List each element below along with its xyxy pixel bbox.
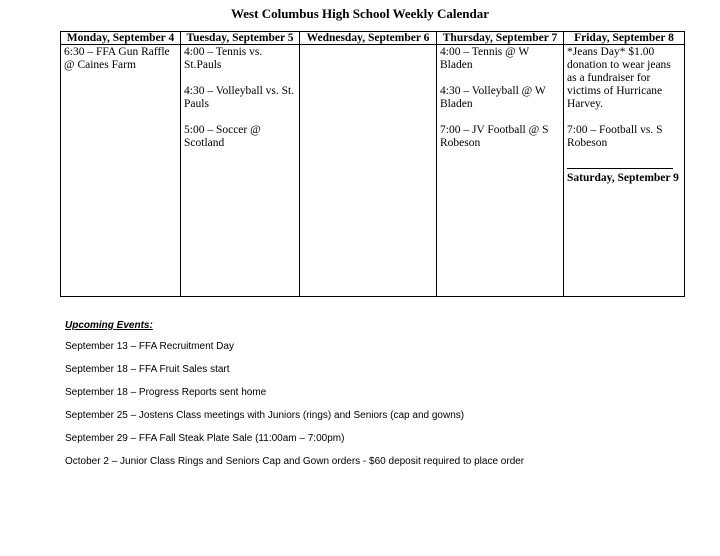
day-header-wednesday: Wednesday, September 6 — [300, 32, 437, 45]
calendar-event: 4:30 – Volleyball vs. St. Pauls — [184, 85, 295, 110]
day-header-monday: Monday, September 4 — [61, 32, 181, 45]
day-header-tuesday: Tuesday, September 5 — [181, 32, 300, 45]
calendar-event: 5:00 – Soccer @ Scotland — [184, 124, 261, 149]
day-header-thursday: Thursday, September 7 — [437, 32, 564, 45]
calendar-event: 4:30 – Volleyball @ W Bladen — [440, 85, 546, 110]
upcoming-event-item: September 29 – FFA Fall Steak Plate Sale (11:00am – 7:00pm) — [65, 433, 345, 444]
calendar-event: 7:00 – Football vs. S Robeson — [567, 124, 663, 149]
day-cell-tuesday — [181, 45, 300, 297]
calendar-event: 6:30 – FFA Gun Raffle @ Caines Farm — [64, 46, 170, 71]
upcoming-events-heading: Upcoming Events: — [65, 320, 153, 331]
calendar-event: 7:00 – JV Football @ S Robeson — [440, 124, 549, 149]
calendar-event: 4:00 – Tennis vs. St.Pauls — [184, 46, 263, 71]
upcoming-event-item: September 13 – FFA Recruitment Day — [65, 341, 234, 352]
day-cell-monday — [61, 45, 181, 297]
calendar-title: West Columbus High School Weekly Calendar — [231, 6, 489, 21]
day-cell-thursday — [437, 45, 564, 297]
upcoming-event-item: September 18 – Progress Reports sent home — [65, 387, 267, 398]
day-cell-friday — [564, 45, 685, 297]
weekly-calendar-table — [60, 31, 685, 297]
calendar-event: 4:00 – Tennis @ W Bladen — [440, 46, 530, 71]
calendar-body-row — [61, 45, 685, 297]
day-cell-wednesday — [300, 45, 437, 297]
calendar-event: *Jeans Day* $1.00 donation to wear jeans as a fundraiser for victims of Hurricane Harvey. — [567, 46, 671, 110]
calendar-header-row — [61, 32, 685, 45]
upcoming-event-item: October 2 – Junior Class Rings and Seniors Cap and Gown orders - $60 deposit required to place order — [65, 456, 525, 467]
day-header-saturday: Saturday, September 9 — [567, 172, 679, 184]
upcoming-event-item: September 18 – FFA Fruit Sales start — [65, 364, 230, 375]
upcoming-events-section — [65, 320, 524, 479]
day-header-friday: Friday, September 8 — [564, 32, 685, 45]
upcoming-event-item: September 25 – Jostens Class meetings with Juniors (rings) and Seniors (cap and gowns) — [65, 410, 465, 421]
